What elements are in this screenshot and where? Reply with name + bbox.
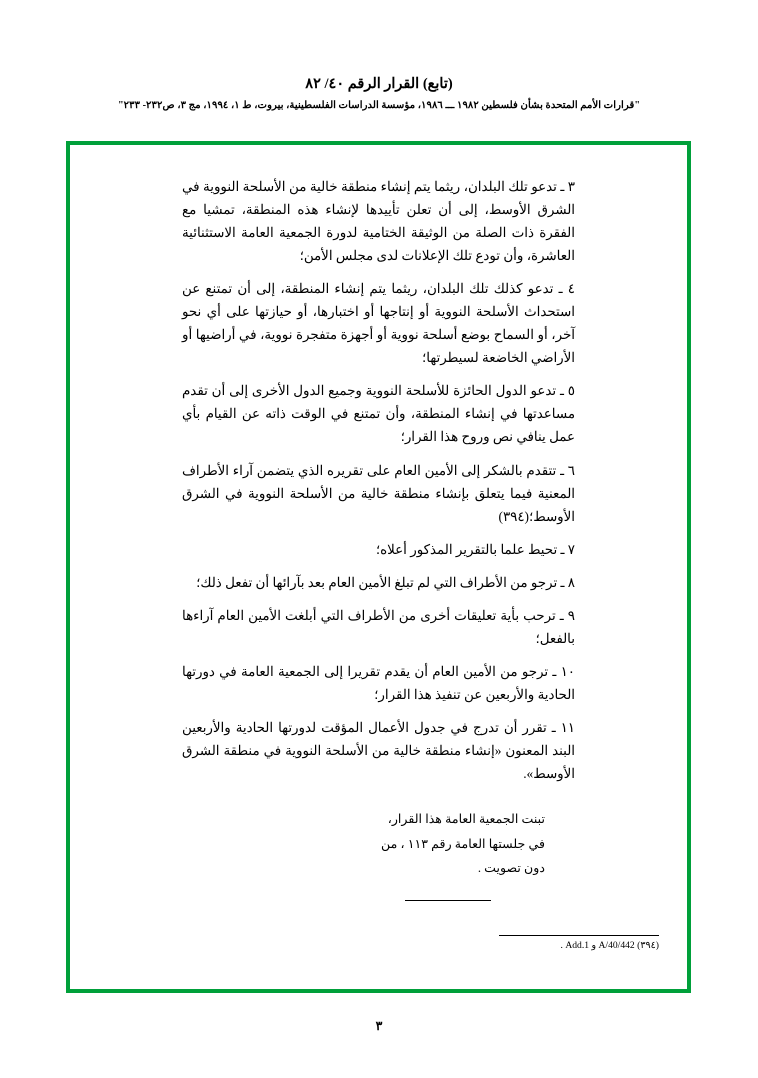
paragraph-10: ١٠ ـ ترجو من الأمين العام أن يقدم تقريرا إلى الجمعية العامة في دورتها الحادية والأربعين عن تنفيذ هذا القرار؛ [182, 663, 575, 702]
adoption-line-1: تبنت الجمعية العامة هذا القرار، [387, 812, 545, 827]
adoption-line-3: دون تصويت . [477, 861, 545, 876]
page-header [0, 74, 758, 114]
paragraph-5: ٥ ـ تدعو الدول الحائزة للأسلحة النووية وجميع الدول الأخرى إلى أن تقدم مساعدتها في إنشاء المنطقة، وأن تمتنع في الوقت ذاته عن القيام بأي عمل ينافي نص وروح هذا القرار؛ [182, 383, 575, 445]
paragraph-6: ٦ ـ تتقدم بالشكر إلى الأمين العام على تقريره الذي يتضمن آراء الأطراف المعنية فيما يتعلق بإنشاء منطقة خالية من الأسلحة النووية في الشرق الأوسط؛(٣٩٤) [182, 462, 575, 524]
adoption-line-2: في جلستها العامة رقم ١١٣ ، من [381, 836, 545, 851]
adoption-note [182, 807, 575, 881]
resolution-body [182, 175, 575, 881]
paragraph-3: ٣ ـ تدعو تلك البلدان، ريثما يتم إنشاء منطقة خالية من الأسلحة النووية في الشرق الأوسط، إلى أن تعلن تأييدها لإنشاء هذه المنطقة، تمشيا مع الفقرة ذات الصلة من الوثيقة الختامية لدورة الجمعية العامة الاستثنائية العاشرة، وأن تودع تلك الإعلانات لدى مجلس الأمن؛ [182, 179, 575, 264]
paragraph-9: ٩ ـ ترحب بأية تعليقات أخرى من الأطراف التي أبلغت الأمين العام آراءها بالفعل؛ [182, 607, 575, 646]
green-bordered-content-frame [66, 141, 691, 993]
footnote-text: (٣٩٤) A/40/442 و Add.1 . [560, 940, 659, 951]
footnote-block [479, 935, 659, 951]
footnote-separator-rule [499, 935, 659, 936]
header-title: (تابع) القرار الرقم ٤٠/ ٨٢ [305, 76, 453, 92]
paragraph-8: ٨ ـ ترجو من الأطراف التي لم تبلغ الأمين العام بعد بآرائها أن تفعل ذلك؛ [196, 574, 575, 590]
paragraph-4: ٤ ـ تدعو كذلك تلك البلدان، ريثما يتم إنشاء المنطقة، إلى أن تمتنع عن استحداث الأسلحة النووية أو إنتاجها أو اختبارها، أو حيازتها على أي نحو آخر، أو السماح بوضع أسلحة نووية أو أجهزة متفجرة نووية، في أراضيها أو الأراضي الخاضعة لسيطرتها؛ [182, 281, 575, 366]
paragraph-7: ٧ ـ تحيط علما بالتقرير المذكور أعلاه؛ [375, 541, 575, 557]
header-source-citation: "قرارات الأمم المتحدة بشأن فلسطين ١٩٨٢ ـــ ١٩٨٦، مؤسسة الدراسات الفلسطينية، بيروت، ط ١، ١٩٩٤، مج ٣، ص٢٣٢- ٢٣٣" [118, 100, 640, 112]
section-divider-rule [405, 900, 491, 901]
page-number: ٣ [375, 1019, 383, 1033]
paragraph-11: ١١ ـ تقرر أن تدرج في جدول الأعمال المؤقت لدورتها الحادية والأربعين البند المعنون «إنشاء منطقة خالية من الأسلحة النووية في منطقة الشرق الأوسط». [182, 719, 575, 782]
